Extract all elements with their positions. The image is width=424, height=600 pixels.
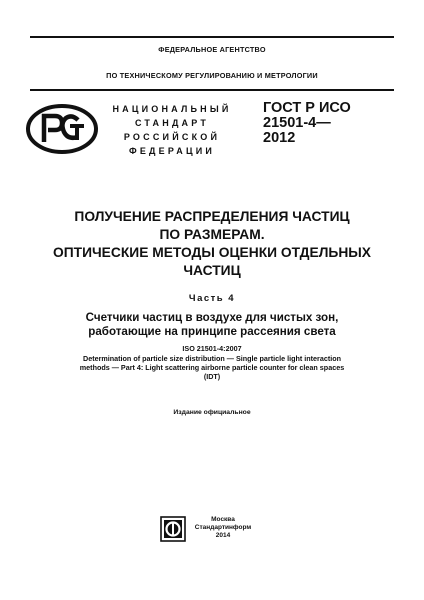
standard-designation — [263, 101, 383, 146]
edition-label: Издание официальное — [173, 409, 251, 416]
title-line-1: ПОЛУЧЕНИЕ РАСПРЕДЕЛЕНИЯ ЧАСТИЦ — [74, 209, 350, 224]
iso-title-line-1: Determination of particle size distribution — Single particle light interaction — [83, 354, 341, 363]
document-subtitle — [0, 311, 424, 339]
header-rule — [30, 89, 394, 91]
subtitle-line-1: Счетчики частиц в воздухе для чистых зон, — [85, 311, 339, 324]
iso-reference: ISO 21501-4:2007 — [182, 344, 242, 353]
designation-line-2: 21501-4— — [263, 115, 331, 131]
national-standard-label — [112, 102, 232, 158]
part-number: Часть 4 — [188, 293, 236, 304]
iso-title-line-2: methods — Part 4: Light scattering airborne particle counter for clean spaces — [79, 363, 345, 372]
publisher-logo — [160, 516, 186, 542]
subtitle-line-2: работающие на принципе рассеяния света — [88, 325, 336, 338]
designation-line-1: ГОСТ Р ИСО — [263, 100, 351, 116]
standard-line-2: СТАНДАРТ — [134, 118, 210, 128]
standartinform-logo-icon — [160, 516, 186, 542]
publisher-info — [188, 516, 258, 540]
publisher-name: Стандартинформ — [194, 524, 252, 531]
standard-line-1: НАЦИОНАЛЬНЫЙ — [112, 104, 232, 114]
top-rule — [30, 36, 394, 38]
title-line-4: ЧАСТИЦ — [183, 263, 241, 278]
rst-logo — [26, 104, 98, 154]
iso-title-line-3: (IDT) — [203, 372, 221, 381]
publisher-year: 2014 — [215, 532, 231, 539]
title-line-2: ПО РАЗМЕРАМ. — [159, 227, 265, 242]
title-line-3: ОПТИЧЕСКИЕ МЕТОДЫ ОЦЕНКИ ОТДЕЛЬНЫХ — [53, 245, 371, 260]
iso-title — [0, 354, 424, 381]
designation-line-3: 2012 — [263, 130, 296, 146]
document-title — [0, 208, 424, 280]
publisher-city: Москва — [211, 516, 235, 523]
agency-subtitle: ПО ТЕХНИЧЕСКОМУ РЕГУЛИРОВАНИЮ И МЕТРОЛОГИИ — [106, 71, 318, 80]
rst-logo-icon — [26, 104, 98, 154]
standard-line-4: ФЕДЕРАЦИИ — [128, 146, 216, 156]
standard-line-3: РОССИЙСКОЙ — [123, 132, 221, 142]
agency-name: ФЕДЕРАЛЬНОЕ АГЕНТСТВО — [158, 45, 266, 54]
